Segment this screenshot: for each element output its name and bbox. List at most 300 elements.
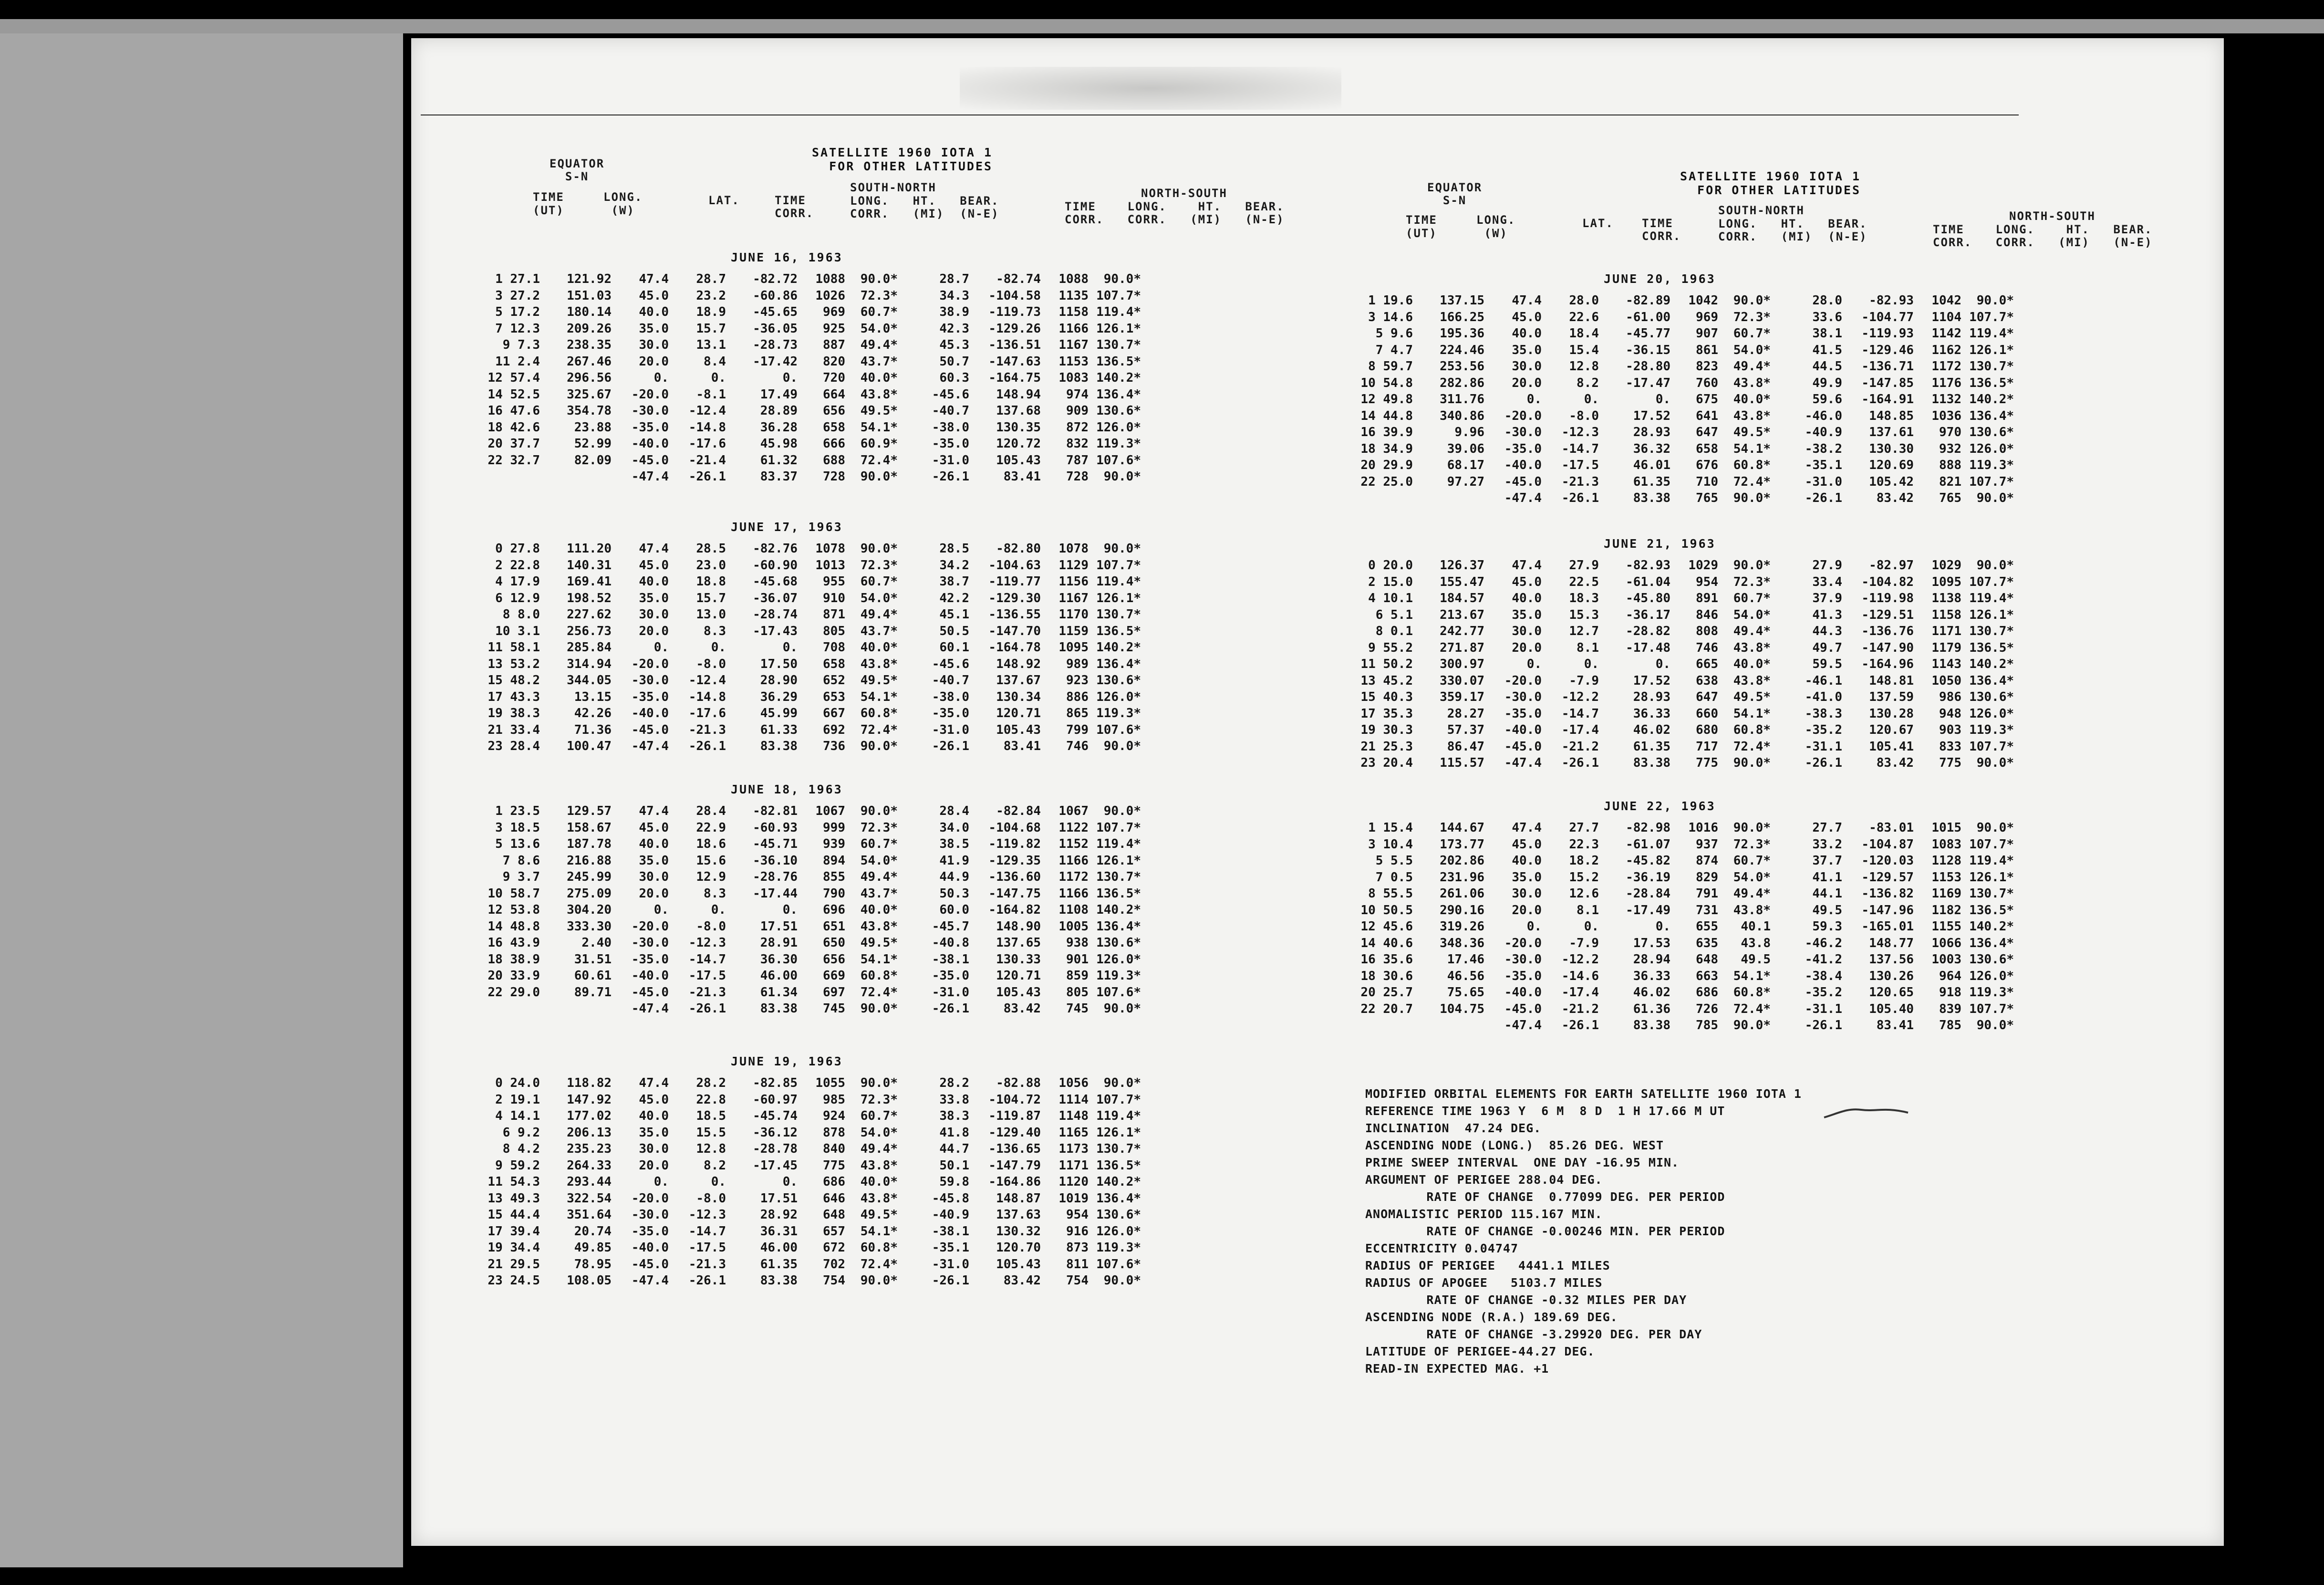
cell-time-ut: 7 8.6 — [502, 853, 540, 868]
ink-smudge — [960, 67, 1341, 110]
cell-long-w: 290.16 — [1440, 903, 1484, 918]
cell-ns-long-corr: -164.75 — [988, 371, 1041, 385]
cell-sn-bear: 60.8* — [1733, 723, 1771, 737]
note-line: RADIUS OF APOGEE 5103.7 MILES — [1365, 1276, 1603, 1290]
sn-title-left: SOUTH-NORTH — [850, 181, 936, 194]
cell-sn-long-corr: 0. — [1655, 919, 1670, 934]
cell-sn-ht: 785 — [1696, 1018, 1718, 1032]
cell-sn-time-corr: -17.5 — [688, 969, 726, 983]
cell-ns-ht: 1135 — [1058, 288, 1089, 303]
lat-header-right: LAT. — [1582, 217, 1614, 230]
cell-ns-bear: 107.6* — [1096, 1257, 1141, 1272]
cell-sn-time-corr: -26.1 — [1561, 491, 1599, 505]
cell-ns-bear: 90.0* — [1976, 293, 2014, 308]
cell-sn-bear: 72.3* — [1733, 310, 1771, 324]
cell-sn-long-corr: 17.53 — [1633, 936, 1670, 950]
cell-ns-long-corr: -147.79 — [988, 1158, 1041, 1173]
cell-ns-time-corr: -35.0 — [932, 437, 969, 451]
cell-ns-ht: 1104 — [1931, 310, 1961, 324]
cell-ns-ht: 1095 — [1058, 640, 1089, 655]
table-row — [1356, 293, 2033, 309]
table-row — [1356, 392, 2033, 408]
table-row — [483, 469, 1160, 485]
cell-sn-ht: 1055 — [815, 1076, 845, 1090]
cell-sn-time-corr: -17.4 — [1561, 985, 1599, 1000]
cell-ns-time-corr: -40.9 — [932, 1208, 969, 1222]
cell-long-w: 68.17 — [1447, 458, 1484, 472]
cell-sn-long-corr: 28.93 — [1633, 425, 1670, 439]
cell-time-ut: 1 15.4 — [1368, 821, 1413, 835]
table-row — [483, 371, 1160, 386]
table-row — [483, 1142, 1160, 1157]
cell-time-ut: 8 4.2 — [502, 1142, 540, 1156]
cell-time-ut: 18 34.9 — [1360, 441, 1413, 456]
cell-ns-time-corr: 28.2 — [939, 1076, 969, 1090]
table-row — [1356, 425, 2033, 441]
cell-sn-time-corr: 27.7 — [1569, 821, 1599, 835]
cell-ns-long-corr: 83.41 — [1876, 1018, 1914, 1032]
cell-sn-time-corr: -17.5 — [1561, 458, 1599, 472]
cell-ns-time-corr: 44.9 — [939, 870, 969, 884]
cell-sn-ht: 665 — [1696, 657, 1718, 671]
cell-ns-long-corr: -147.75 — [988, 886, 1041, 901]
cell-long-w: 158.67 — [567, 820, 612, 835]
cell-ns-ht: 1019 — [1058, 1191, 1089, 1206]
table-row — [483, 821, 1160, 836]
cell-time-ut: 15 40.3 — [1360, 690, 1413, 704]
cell-ns-long-corr: 120.65 — [1869, 985, 1914, 1000]
cell-time-ut: 19 34.4 — [488, 1241, 540, 1255]
cell-sn-time-corr: -14.7 — [688, 952, 726, 967]
cell-sn-ht: 656 — [823, 404, 845, 418]
cell-ns-time-corr: -31.0 — [1805, 474, 1842, 489]
cell-time-ut: 6 9.2 — [502, 1125, 540, 1140]
cell-ns-ht: 1179 — [1931, 640, 1961, 655]
cell-time-ut: 11 54.3 — [488, 1175, 540, 1189]
cell-sn-bear: 54.1* — [1733, 441, 1771, 456]
cell-sn-long-corr: 83.38 — [1633, 756, 1670, 770]
cell-long-w: 118.82 — [567, 1076, 612, 1090]
cell-ns-long-corr: -165.01 — [1861, 919, 1914, 934]
cell-ns-time-corr: 60.3 — [939, 371, 969, 385]
cell-sn-time-corr: 8.2 — [1577, 375, 1599, 390]
cell-ns-ht: 1142 — [1931, 326, 1961, 341]
cell-sn-bear: 49.4* — [1733, 359, 1771, 374]
cell-ns-long-corr: 137.68 — [996, 404, 1041, 418]
table-row — [1356, 903, 2033, 919]
cell-sn-ht: 680 — [1696, 723, 1718, 737]
cell-long-w: 319.26 — [1440, 919, 1484, 934]
table-row — [483, 420, 1160, 436]
cell-ns-time-corr: 49.5 — [1812, 903, 1842, 918]
cell-time-ut: 1 23.5 — [495, 804, 540, 818]
cell-sn-long-corr: 0. — [782, 1175, 798, 1189]
cell-sn-long-corr: -17.45 — [753, 1158, 798, 1173]
cell-sn-bear: 49.4* — [860, 607, 898, 622]
table-row — [483, 1175, 1160, 1190]
cell-sn-time-corr: 23.2 — [696, 288, 726, 303]
cell-time-ut: 21 29.5 — [488, 1257, 540, 1272]
cell-sn-bear: 90.0* — [860, 1001, 898, 1016]
cell-time-ut: 12 57.4 — [488, 371, 540, 385]
cell-long-w: 52.99 — [574, 437, 612, 451]
cell-lat: 47.4 — [1512, 821, 1542, 835]
cell-sn-long-corr: 61.35 — [760, 1257, 798, 1272]
cell-ns-ht: 923 — [1066, 673, 1089, 688]
table-row — [483, 936, 1160, 951]
note-line: ARGUMENT OF PERIGEE 288.04 DEG. — [1365, 1173, 1603, 1187]
cell-long-w: 227.62 — [567, 607, 612, 622]
cell-lat: -47.4 — [631, 1001, 669, 1016]
cell-lat: -40.0 — [631, 706, 669, 720]
cell-time-ut: 17 43.3 — [488, 689, 540, 704]
cell-sn-ht: 726 — [1696, 1001, 1718, 1016]
cell-lat: 30.0 — [639, 1142, 669, 1156]
table-row — [1356, 821, 2033, 836]
cell-sn-time-corr: 8.1 — [1577, 640, 1599, 655]
cell-ns-ht: 1050 — [1931, 673, 1961, 688]
table-row — [483, 837, 1160, 853]
note-line: LATITUDE OF PERIGEE-44.27 DEG. — [1365, 1345, 1595, 1358]
table-row — [483, 1224, 1160, 1240]
cell-ns-bear: 119.3* — [1969, 723, 2014, 737]
cell-ns-ht: 1122 — [1058, 820, 1089, 835]
table-row — [1356, 641, 2033, 657]
cell-ns-ht: 775 — [1939, 756, 1961, 770]
cell-sn-long-corr: 83.38 — [760, 1001, 798, 1016]
table-row — [483, 985, 1160, 1001]
cell-lat: -45.0 — [1504, 1001, 1542, 1016]
cell-ns-bear: 130.6* — [1096, 936, 1141, 950]
cell-ns-long-corr: 148.77 — [1869, 936, 1914, 950]
cell-sn-bear: 90.0* — [1733, 1018, 1771, 1032]
note-line: READ-IN EXPECTED MAG. +1 — [1365, 1362, 1549, 1376]
table-row — [483, 1158, 1160, 1174]
cell-sn-bear: 49.5* — [860, 1208, 898, 1222]
cell-sn-time-corr: -8.0 — [1569, 408, 1599, 423]
cell-sn-time-corr: 18.3 — [1569, 591, 1599, 605]
table-row — [483, 1241, 1160, 1256]
cell-sn-ht: 846 — [1696, 607, 1718, 622]
cell-ns-time-corr: 28.0 — [1812, 293, 1842, 308]
cell-ns-ht: 909 — [1066, 404, 1089, 418]
cell-ns-long-corr: -104.72 — [988, 1092, 1041, 1107]
cell-sn-long-corr: 28.92 — [760, 1208, 798, 1222]
table-row — [1356, 343, 2033, 359]
cell-ns-ht: 832 — [1066, 437, 1089, 451]
cell-lat: -30.0 — [631, 1208, 669, 1222]
cell-sn-bear: 49.5* — [860, 404, 898, 418]
cell-time-ut: 6 12.9 — [495, 591, 540, 605]
cell-sn-ht: 646 — [823, 1191, 845, 1206]
table-row — [1356, 442, 2033, 458]
cell-lat: 47.4 — [639, 272, 669, 286]
cell-sn-time-corr: -12.2 — [1561, 690, 1599, 704]
cell-ns-long-corr: 148.81 — [1869, 673, 1914, 688]
cell-ns-long-corr: 105.43 — [996, 722, 1041, 737]
cell-sn-bear: 43.8* — [860, 919, 898, 934]
cell-sn-ht: 760 — [1696, 375, 1718, 390]
cell-lat: 45.0 — [1512, 837, 1542, 852]
cell-sn-time-corr: 15.6 — [696, 853, 726, 868]
cell-sn-long-corr: -36.10 — [753, 853, 798, 868]
cell-lat: 20.0 — [1512, 375, 1542, 390]
cell-ns-ht: 1056 — [1058, 1076, 1089, 1090]
cell-sn-long-corr: 17.52 — [1633, 673, 1670, 688]
cell-ns-bear: 136.5* — [1969, 375, 2014, 390]
cell-sn-bear: 90.0* — [860, 739, 898, 753]
cell-ns-bear: 126.0* — [1969, 706, 2014, 721]
cell-long-w: 267.46 — [567, 354, 612, 369]
cell-sn-long-corr: -60.93 — [753, 820, 798, 835]
cell-sn-time-corr: -21.3 — [1561, 474, 1599, 489]
cell-ns-bear: 90.0* — [1103, 272, 1141, 286]
cell-ns-long-corr: -129.40 — [988, 1125, 1041, 1140]
cell-ns-long-corr: -136.65 — [988, 1142, 1041, 1156]
cell-sn-time-corr: 15.2 — [1569, 870, 1599, 885]
cell-sn-ht: 652 — [823, 673, 845, 688]
cell-long-w: 151.03 — [567, 288, 612, 303]
cell-ns-long-corr: 130.28 — [1869, 706, 1914, 721]
cell-long-w: 147.92 — [567, 1092, 612, 1107]
cell-ns-time-corr: 34.0 — [939, 820, 969, 835]
cell-lat: 30.0 — [1512, 359, 1542, 374]
table-row — [483, 272, 1160, 288]
cell-long-w: 60.61 — [574, 969, 612, 983]
cell-ns-time-corr: -38.3 — [1805, 706, 1842, 721]
cell-ns-bear: 126.0* — [1096, 952, 1141, 967]
cell-sn-long-corr: 61.36 — [1633, 1001, 1670, 1016]
cell-lat: 30.0 — [639, 607, 669, 622]
cell-ns-time-corr: 60.1 — [939, 640, 969, 655]
cell-sn-bear: 40.0* — [860, 903, 898, 917]
cell-ns-long-corr: 148.94 — [996, 387, 1041, 402]
cell-time-ut: 2 19.1 — [495, 1092, 540, 1107]
cell-ns-time-corr: -26.1 — [932, 1001, 969, 1016]
cell-time-ut: 14 48.8 — [488, 919, 540, 934]
cell-time-ut: 13 45.2 — [1360, 673, 1413, 688]
cell-time-ut: 8 0.1 — [1375, 624, 1413, 638]
cell-sn-ht: 840 — [823, 1142, 845, 1156]
table-row — [483, 574, 1160, 590]
table-row — [483, 1001, 1160, 1017]
cell-ns-long-corr: -147.63 — [988, 354, 1041, 369]
cell-sn-time-corr: -14.6 — [1561, 969, 1599, 983]
cell-sn-time-corr: 28.2 — [696, 1076, 726, 1090]
cell-long-w: 206.13 — [567, 1125, 612, 1140]
cell-ns-time-corr: -45.8 — [932, 1191, 969, 1206]
cell-lat: -20.0 — [631, 387, 669, 402]
cell-sn-bear: 72.4* — [860, 985, 898, 1000]
cell-sn-time-corr: 12.6 — [1569, 886, 1599, 901]
cell-lat: -30.0 — [631, 404, 669, 418]
cell-time-ut: 1 27.1 — [495, 272, 540, 286]
cell-lat: 45.0 — [1512, 574, 1542, 589]
table-row — [1356, 310, 2033, 326]
cell-sn-long-corr: 17.51 — [760, 1191, 798, 1206]
cell-ns-time-corr: -26.1 — [932, 739, 969, 753]
cell-sn-ht: 1042 — [1688, 293, 1718, 308]
cell-ns-time-corr: -26.1 — [932, 469, 969, 484]
cell-sn-long-corr: 0. — [782, 640, 798, 655]
cell-sn-ht: 696 — [823, 903, 845, 917]
cell-sn-time-corr: -14.8 — [688, 420, 726, 435]
cell-time-ut: 16 43.9 — [488, 936, 540, 950]
cell-time-ut: 16 39.9 — [1360, 425, 1413, 439]
cell-sn-long-corr: -17.43 — [753, 624, 798, 638]
cell-ns-ht: 728 — [1066, 469, 1089, 484]
cell-long-w: 137.15 — [1440, 293, 1484, 308]
cell-sn-ht: 667 — [823, 706, 845, 720]
cell-ns-time-corr: 42.3 — [939, 321, 969, 336]
cell-sn-long-corr: -36.19 — [1626, 870, 1670, 885]
cell-sn-bear: 43.8* — [1733, 408, 1771, 423]
cell-time-ut: 21 25.3 — [1360, 739, 1413, 754]
cell-ns-long-corr: 120.72 — [996, 437, 1041, 451]
table-row — [483, 591, 1160, 607]
cell-ns-long-corr: -104.87 — [1861, 837, 1914, 852]
table-row — [483, 854, 1160, 869]
cell-ns-bear: 90.0* — [1103, 1273, 1141, 1288]
cell-ns-ht: 1162 — [1931, 343, 1961, 357]
cell-sn-time-corr: -21.3 — [688, 985, 726, 1000]
cell-time-ut: 3 27.2 — [495, 288, 540, 303]
cell-ns-ht: 1128 — [1931, 854, 1961, 868]
cell-long-w: 75.65 — [1447, 985, 1484, 1000]
cell-ns-long-corr: -136.60 — [988, 870, 1041, 884]
cell-ns-long-corr: -129.57 — [1861, 870, 1914, 885]
cell-lat: -30.0 — [1504, 690, 1542, 704]
cell-sn-long-corr: 83.38 — [1633, 491, 1670, 505]
cell-ns-ht: 799 — [1066, 722, 1089, 737]
cell-sn-bear: 90.0* — [1733, 756, 1771, 770]
cell-sn-time-corr: 18.8 — [696, 574, 726, 589]
cell-sn-ht: 641 — [1696, 408, 1718, 423]
cell-ns-bear: 119.4* — [1096, 305, 1141, 319]
cell-lat: 45.0 — [639, 558, 669, 573]
cell-ns-ht: 1158 — [1931, 607, 1961, 622]
cell-sn-long-corr: -36.15 — [1626, 343, 1670, 357]
cell-sn-ht: 731 — [1696, 903, 1718, 918]
cell-lat: 40.0 — [639, 305, 669, 319]
units-header-right: (UT) (W) — [1406, 227, 1508, 240]
cell-ns-time-corr: 27.7 — [1812, 821, 1842, 835]
cell-sn-bear: 40.0* — [860, 1175, 898, 1189]
cell-time-ut: 7 0.5 — [1375, 870, 1413, 885]
cell-ns-ht: 1165 — [1058, 1125, 1089, 1140]
cell-time-ut: 4 17.9 — [495, 574, 540, 589]
cell-long-w: 296.56 — [567, 371, 612, 385]
cell-long-w: 104.75 — [1440, 1001, 1484, 1016]
cell-ns-bear: 119.3* — [1096, 706, 1141, 720]
cell-ns-time-corr: -38.0 — [932, 420, 969, 435]
cell-ns-ht: 986 — [1939, 690, 1961, 704]
cell-ns-long-corr: -82.93 — [1869, 293, 1914, 308]
cell-long-w: 39.06 — [1447, 441, 1484, 456]
cell-long-w: 311.76 — [1440, 392, 1484, 407]
cell-long-w: 300.97 — [1440, 657, 1484, 671]
cell-sn-ht: 697 — [823, 985, 845, 1000]
cell-ns-bear: 136.4* — [1969, 936, 2014, 950]
cell-lat: 35.0 — [639, 591, 669, 605]
cell-sn-bear: 60.8* — [860, 1241, 898, 1255]
cell-sn-long-corr: 36.28 — [760, 420, 798, 435]
cell-sn-bear: 72.3* — [860, 558, 898, 573]
cell-lat: -30.0 — [1504, 952, 1542, 967]
cell-long-w: 78.95 — [574, 1257, 612, 1272]
cell-ns-bear: 119.3* — [1969, 458, 2014, 472]
cell-sn-ht: 648 — [1696, 952, 1718, 967]
cell-ns-time-corr: 38.7 — [939, 574, 969, 589]
cell-sn-long-corr: 83.37 — [760, 469, 798, 484]
cell-ns-ht: 1148 — [1058, 1109, 1089, 1123]
cell-ns-ht: 1172 — [1931, 359, 1961, 374]
cell-time-ut: 19 38.3 — [488, 706, 540, 720]
cell-sn-ht: 692 — [823, 722, 845, 737]
cell-ns-time-corr: 27.9 — [1812, 558, 1842, 573]
cell-ns-long-corr: 130.34 — [996, 689, 1041, 704]
cell-ns-time-corr: 33.2 — [1812, 837, 1842, 852]
cell-sn-long-corr: -61.00 — [1626, 310, 1670, 324]
cell-sn-ht: 1026 — [815, 288, 845, 303]
note-line: ASCENDING NODE (LONG.) 85.26 DEG. WEST — [1365, 1138, 1664, 1152]
cell-long-w: 57.37 — [1447, 723, 1484, 737]
cell-sn-bear: 43.8* — [860, 1158, 898, 1173]
cell-ns-long-corr: -136.71 — [1861, 359, 1914, 374]
cell-sn-bear: 72.4* — [1733, 1001, 1771, 1016]
cell-ns-time-corr: 59.3 — [1812, 919, 1842, 934]
cell-ns-time-corr: 45.3 — [939, 338, 969, 352]
cell-ns-long-corr: 83.42 — [1003, 1273, 1041, 1288]
cell-sn-time-corr: 28.7 — [696, 272, 726, 286]
cell-sn-long-corr: 61.35 — [1633, 474, 1670, 489]
cell-ns-bear: 130.7* — [1969, 359, 2014, 374]
cell-sn-time-corr: -26.1 — [1561, 1018, 1599, 1032]
cell-sn-bear: 49.5 — [1741, 952, 1771, 967]
cell-time-ut: 2 15.0 — [1368, 574, 1413, 589]
cell-lat: 0. — [1526, 919, 1542, 934]
cell-sn-ht: 1078 — [815, 542, 845, 556]
cell-ns-bear: 107.7* — [1969, 739, 2014, 754]
cell-ns-time-corr: 50.3 — [939, 886, 969, 901]
cell-ns-ht: 833 — [1939, 739, 1961, 754]
cell-sn-ht: 775 — [823, 1158, 845, 1173]
cell-ns-time-corr: -35.2 — [1805, 723, 1842, 737]
cell-sn-time-corr: 28.0 — [1569, 293, 1599, 308]
cell-ns-ht: 1066 — [1931, 936, 1961, 950]
cell-ns-long-corr: 120.69 — [1869, 458, 1914, 472]
cell-ns-bear: 136.5* — [1096, 624, 1141, 638]
cell-ns-ht: 1088 — [1058, 272, 1089, 286]
cell-long-w: 28.27 — [1447, 706, 1484, 721]
cell-sn-time-corr: 8.2 — [704, 1158, 726, 1173]
cell-sn-time-corr: 0. — [711, 1175, 726, 1189]
cell-sn-long-corr: 36.33 — [1633, 706, 1670, 721]
cell-sn-long-corr: -36.07 — [753, 591, 798, 605]
cell-long-w: 9.96 — [1454, 425, 1484, 439]
ns-cols-left: TIME LONG. HT. BEAR. CORR. CORR. (MI) (N-E) — [1065, 200, 1285, 226]
cell-lat: 40.0 — [639, 574, 669, 589]
cell-time-ut: 18 30.6 — [1360, 969, 1413, 983]
cell-lat: 30.0 — [639, 870, 669, 884]
cell-lat: -47.4 — [1504, 491, 1542, 505]
cell-lat: -20.0 — [1504, 408, 1542, 423]
table-row — [1356, 870, 2033, 886]
cell-ns-time-corr: -31.1 — [1805, 1001, 1842, 1016]
cell-ns-time-corr: 41.8 — [939, 1125, 969, 1140]
cell-ns-ht: 1143 — [1931, 657, 1961, 671]
cell-sn-ht: 666 — [823, 437, 845, 451]
